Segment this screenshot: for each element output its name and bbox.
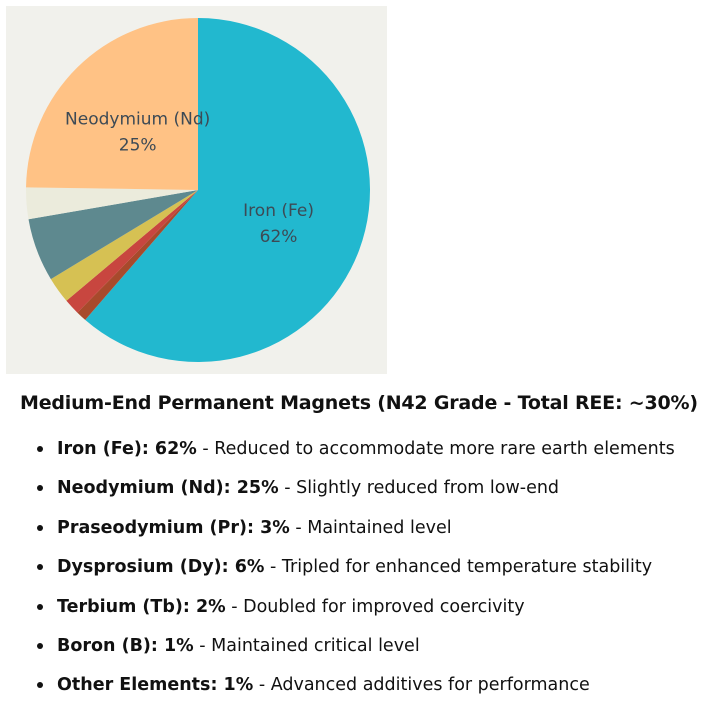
list-item xyxy=(37,554,675,593)
item-text: - Slightly reduced from low-end xyxy=(278,478,560,499)
item-text: - Tripled for enhanced temperature stability xyxy=(264,557,653,578)
slice-name-label: Iron (Fe) xyxy=(243,201,314,222)
pie-chart xyxy=(6,6,387,374)
item-label: Other Elements: 1% xyxy=(57,675,254,696)
item-text: - Maintained level xyxy=(289,517,452,538)
chart-heading: Medium-End Permanent Magnets (N42 Grade - Total REE: ~30%) xyxy=(20,392,698,414)
pie-slice-6 xyxy=(26,18,198,190)
item-label: Neodymium (Nd): 25% xyxy=(57,478,279,499)
list-item xyxy=(37,594,675,633)
item-label: Iron (Fe): 62% xyxy=(57,439,197,459)
list-item xyxy=(37,672,675,711)
list-item xyxy=(37,515,675,554)
slice-value-label: 25% xyxy=(118,135,157,156)
pie-chart-panel xyxy=(6,6,387,374)
item-text: - Reduced to accommodate more rare earth elements xyxy=(196,439,675,459)
item-text: - Maintained critical level xyxy=(193,635,420,656)
composition-list xyxy=(37,436,675,712)
item-text: - Advanced additives for performance xyxy=(253,675,590,696)
item-text: - Doubled for improved coercivity xyxy=(225,596,525,617)
item-label: Boron (B): 1% xyxy=(57,635,194,656)
item-label: Praseodymium (Pr): 3% xyxy=(57,517,290,538)
slice-value-label: 62% xyxy=(259,227,298,248)
item-label: Dysprosium (Dy): 6% xyxy=(57,557,265,578)
list-item xyxy=(37,633,675,672)
slice-name-label: Neodymium (Nd) xyxy=(65,109,211,130)
item-label: Terbium (Tb): 2% xyxy=(57,596,226,617)
list-item xyxy=(37,475,675,514)
list-item xyxy=(37,436,675,475)
